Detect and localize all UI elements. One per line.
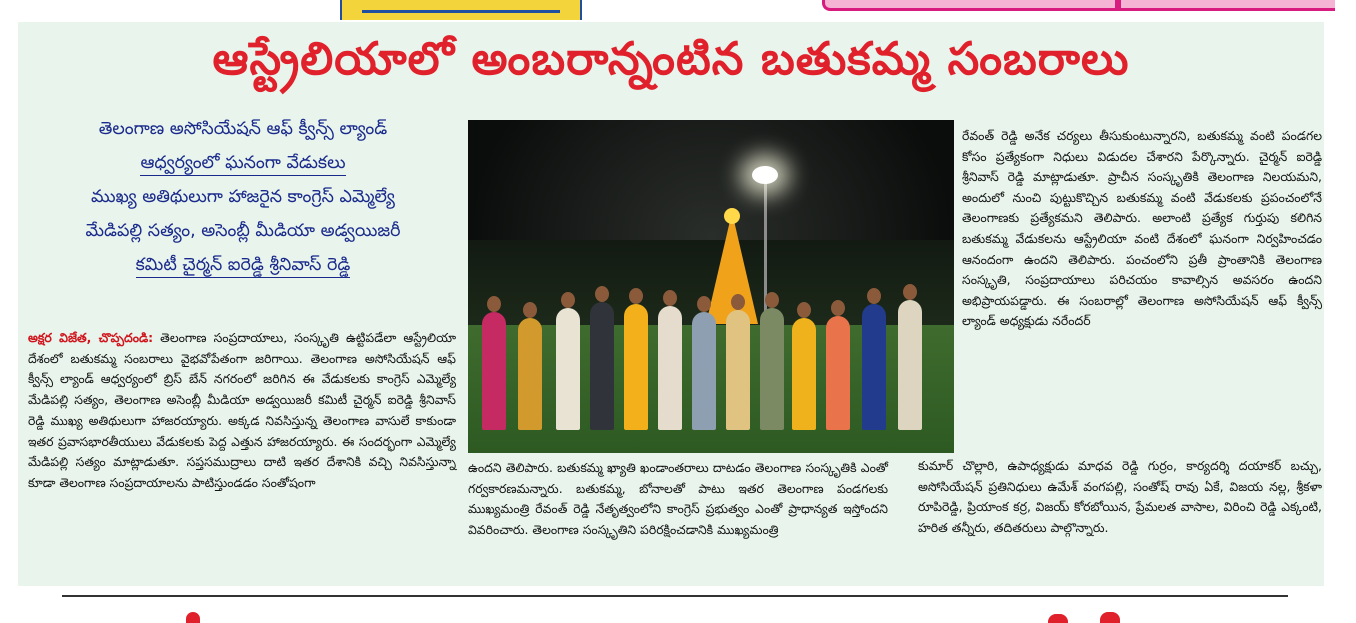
body-column-3: రేవంత్ రెడ్డి అనేక చర్యలు తీసుకుంటున్నారని, బతుకమ్మ వంటి పండగల కోసం ప్రత్యేకంగా నిధులు విడుదల చేశారని పేర్కొన్నారు. చైర్మన్ ఐరెడ్డి శ్రీనివాస్ రెడ్డి మాట్లాడుతూ. ప్రాచీన సంస్కృతికి తెలంగాణ నిలయమని, అందులో నుంచి పుట్టుకొచ్చిన బతుకమ్మ వంటి వేడుకలకు ప్రపంచంలోనే తెలంగాణకు ప్రత్యేకమని తెలిపారు. అలాంటి ప్రత్యేక గుర్తుపు కలిగిన బతుకమ్మ వేడుకలను ఆస్ట్రేలియా వంటి దేశంలో ఘనంగా నిర్వహించడం ఆనందంగా ఉందని తెలిపారు. పంచంలోని ప్రతీ ప్రాంతానికి తెలంగాణ సంస్కృతి, సంప్రదాయాలు పరిచయం కావాల్సిన అవసరం ఉందని అభిప్రాయపడ్డారు. ఈ సంబరాల్లో తెలంగాణ అసోసియేషన్ ఆఫ్ క్వీన్స్ ల్యాండ్ అధ్యక్షుడు నరేందర్ — [962, 128, 1322, 329]
body-column-2: ఉందని తెలిపారు. బతుకమ్మ ఖ్యాతి ఖండాంతరాలు దాటడం తెలంగాణ సంస్కృతికి ఎంతో గర్వకారణమన్నారు. బతుకమ్మ, బోనాలతో పాటు ఇతర తెలంగాణ పండగలకు ముఖ్యమంత్రి రేవంత్ రెడ్డి నేతృత్వంలోని కాంగ్రెస్ ప్రభుత్వం ఎంతో ప్రాధాన్యత ఇస్తోందని వివరించారు. తెలంగాణ సంస్కృతిని పరిరక్షించడానికి ముఖ్యమంత్రి — [468, 460, 888, 538]
masthead-logo-fragment — [340, 0, 582, 20]
subheading-line: ఆధ్వర్యంలో ఘనంగా వేడుకలు — [28, 146, 458, 180]
body-column-1 — [28, 328, 456, 494]
top-strip — [0, 0, 1356, 20]
next-headline-fragment — [1100, 612, 1120, 623]
body-column-3-continued: కుమార్ చొల్లారి, ఉపాధ్యక్షుడు మాధవ రెడ్డి గుర్రం, కార్యదర్శి దయాకర్ బచ్చు, అసోసియేషన్ ప్రతినిధులు ఉమేశ్ వంగపల్లి, సంతోష్ రావు ఏకే, విజయ నల్ల, శ్రీకళా రూపిరెడ్డి, ప్రియాంక కర్ర, విజయ్ కోరబోయిన, ప్రేమలత వాసాల, విరించి రెడ్డి ఎక్కంటి, హరిత తన్నీరు, తదితరులు పాల్గొన్నారు. — [918, 458, 1322, 535]
next-headline-fragment — [1048, 614, 1068, 623]
dateline: అక్షర విజేత, చొప్పదండి: — [28, 330, 154, 345]
subheading-line: కమిటీ చైర్మన్ ఐరెడ్డి శ్రీనివాస్ రెడ్డి — [28, 248, 458, 282]
advertisement-fragment — [822, 0, 1335, 11]
subheading-line: మేడిపల్లి సత్యం, అసెంబ్లీ మీడియా అడ్వయిజరీ — [85, 221, 401, 241]
divider-line — [62, 595, 1288, 597]
body-text: తెలంగాణ సంప్రదాయాలు, సంస్కృతి ఉట్టిపడేలా ఆస్ట్రేలియా దేశంలో బతుకమ్మ సంబరాలు వైభవోపేతంగా జరిగాయి. తెలంగాణ అసోసియేషన్ ఆఫ్ క్వీన్స్ ల్యాండ్ ఆధ్వర్యంలో బ్రిస్ బేన్ నగరంలో జరిగిన ఈ వేడుకలకు కాంగ్రెస్ ఎమ్మెల్యే మేడిపల్లి సత్యం, తెలంగాణ అసెంబ్లీ మీడియా అడ్వయిజరీ కమిటీ చైర్మన్ ఐరెడ్డి శ్రీనివాస్ రెడ్డి ముఖ్య అతిథులుగా హాజరయ్యారు. అక్కడ నివసిస్తున్న తెలంగాణ వాసులే కాకుండా ఇతర ప్రవాసభారతీయులు వేడుకలకు పెద్ద ఎత్తున హాజరయ్యారు. ఈ సందర్భంగా ఎమ్మెల్యే మేడిపల్లి సత్యం మాట్లాడుతూ. సప్తసముద్రాలు దాటి ఇతర దేశానికి వచ్చి నివసిస్తున్నా కూడా తెలంగాణ సంప్రదాయాలను పాటిస్తుండడం సంతోషంగా — [28, 330, 457, 490]
subheadings — [28, 112, 458, 282]
news-article — [18, 22, 1324, 586]
group-of-people — [478, 270, 948, 430]
subheading-line: ముఖ్య అతిథులుగా హాజరైన కాంగ్రెస్ ఎమ్మెల్యే — [91, 187, 395, 207]
article-headline: ఆస్ట్రేలియాలో అంబరాన్నంటిన బతుకమ్మ సంబరాలు — [212, 32, 1130, 85]
next-headline-fragment — [186, 612, 200, 623]
subheading-line: తెలంగాణ అసోసియేషన్ ఆఫ్ క్వీన్స్ ల్యాండ్ — [98, 119, 388, 139]
event-photo — [468, 120, 954, 453]
